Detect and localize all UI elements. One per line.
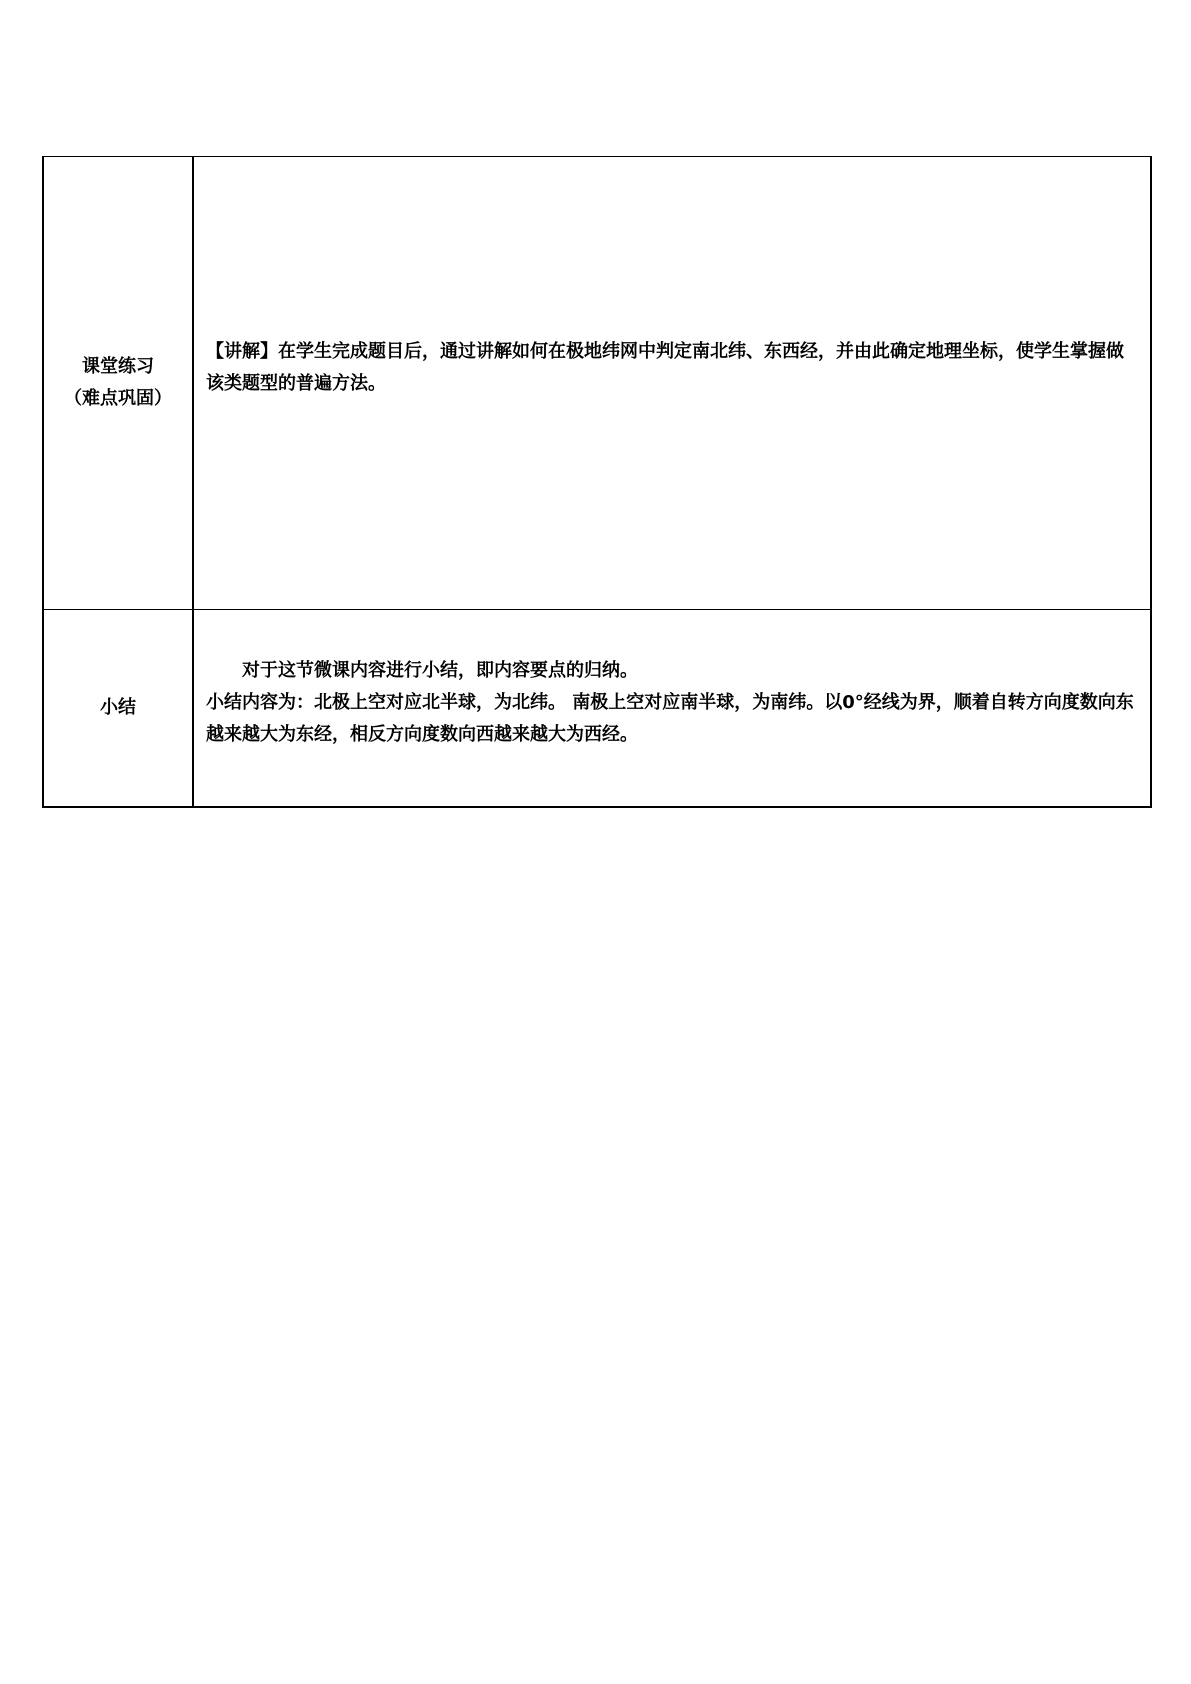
practice-explanation-text: 【讲解】在学生完成题目后，通过讲解如何在极地纬网中判定南北纬、东西经，并由此确定地理坐标，使学生掌握做该类题型的普遍方法。 [206, 341, 1124, 394]
table-row-practice [43, 157, 1151, 610]
table-row-summary [43, 610, 1151, 808]
summary-detail-text: 小结内容为：北极上空对应北半球，为北纬。 南极上空对应南半球，为南纬。以0°经线为界，顺着自转方向度数向东越来越大为东经，相反方向度数向西越来越大为西经。 [206, 692, 1134, 745]
summary-intro-text: 对于这节微课内容进行小结，即内容要点的归纳。 [242, 660, 638, 681]
row-label-practice-line2: （难点巩固） [64, 388, 172, 409]
lesson-plan-table [42, 156, 1152, 808]
row-label-practice [43, 157, 193, 610]
row-label-summary: 小结 [43, 610, 193, 808]
row-content-practice [193, 157, 1151, 610]
row-content-summary [193, 610, 1151, 808]
row-label-practice-line1: 课堂练习 [82, 356, 154, 377]
summary-content-block [206, 655, 1138, 751]
